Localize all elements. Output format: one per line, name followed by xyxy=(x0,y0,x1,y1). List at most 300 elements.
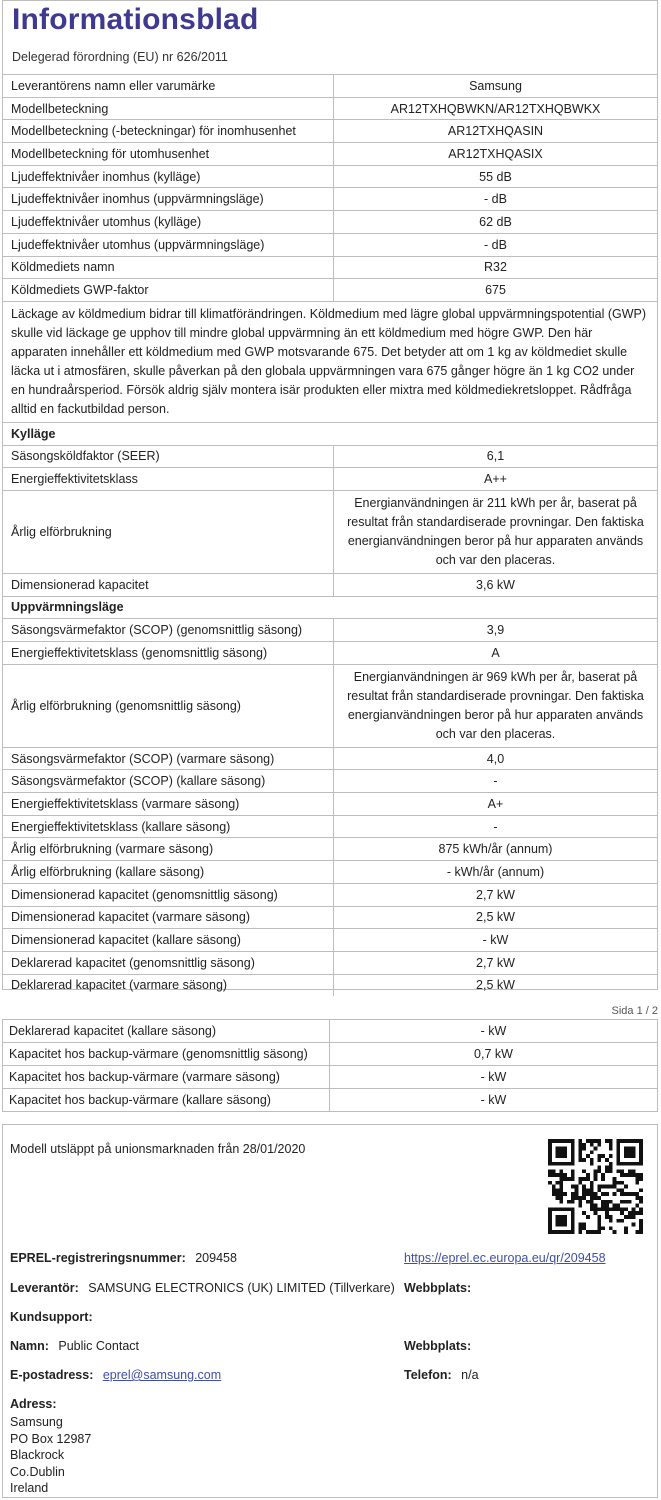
qr-module xyxy=(582,1185,586,1189)
qr-module xyxy=(590,1139,594,1143)
qr-module xyxy=(635,1196,639,1200)
qr-module xyxy=(620,1200,624,1204)
row-value: - kW xyxy=(330,1066,658,1089)
qr-module xyxy=(624,1173,628,1177)
supplier-label: Leverantör: xyxy=(10,1281,79,1295)
table-row xyxy=(3,815,657,838)
qr-module xyxy=(613,1192,617,1196)
row-value: - kW xyxy=(330,1089,658,1112)
qr-module xyxy=(563,1173,567,1177)
qr-module xyxy=(571,1169,575,1173)
qr-module xyxy=(635,1211,639,1215)
qr-module xyxy=(597,1223,601,1227)
refrigerant-note-text: Läckage av köldmedium bidrar till klimatförändringen. Köldmedium med lägre global uppvärmningspotential (GWP) skulle vid läckage ge upphov till mindre global uppvärmning än ett köldmedium med högre GWP. Den här apparaten innehåller ett köldmedium med GWP motsvarande 675. Det betyder att om 1 kg av köldmediet skulle läcka ut i atmosfären, skulle påverkan på den globala uppvärmningen vara 675 gånger högre än 1 kg CO2 under en hundraårsperiod. Försök aldrig själv montera isär produkten eller mixtra med köldmediekretsloppet. Rådfråga alltid en fackutbildad person. xyxy=(3,301,657,422)
support-label: Kundsupport: xyxy=(10,1310,93,1324)
qr-module xyxy=(609,1200,613,1204)
row-label: Kapacitet hos backup-värmare (genomsnittlig säsong) xyxy=(3,1043,330,1066)
table-row xyxy=(3,906,657,929)
row-label: Köldmediets GWP-faktor xyxy=(3,279,334,302)
qr-module xyxy=(582,1226,586,1230)
qr-module xyxy=(563,1177,567,1181)
row-label: Energieffektivitetsklass (kallare säsong) xyxy=(3,815,334,838)
qr-module xyxy=(609,1147,613,1151)
address-line: Blackrock xyxy=(10,1448,65,1462)
qr-module xyxy=(613,1185,617,1189)
qr-module xyxy=(586,1200,590,1204)
row-label: Modellbeteckning för utomhusenhet xyxy=(3,143,334,166)
qr-module xyxy=(582,1169,586,1173)
release-date-text: Modell utsläppt på unionsmarknaden från 28/01/2020 xyxy=(10,1142,306,1156)
row-label: Deklarerad kapacitet (varmare säsong) xyxy=(3,974,334,996)
qr-module xyxy=(594,1230,598,1234)
qr-module xyxy=(552,1169,556,1173)
qr-module xyxy=(616,1204,620,1208)
table-row xyxy=(3,1043,658,1066)
qr-module xyxy=(556,1188,560,1192)
qr-module xyxy=(590,1143,594,1147)
qr-module xyxy=(628,1215,632,1219)
row-label: Leverantörens namn eller varumärke xyxy=(3,75,334,98)
table-row xyxy=(3,1020,658,1043)
qr-module xyxy=(582,1177,586,1181)
qr-module xyxy=(632,1223,636,1227)
qr-module xyxy=(597,1139,601,1143)
qr-module xyxy=(590,1230,594,1234)
qr-module xyxy=(620,1188,624,1192)
qr-module xyxy=(571,1173,575,1177)
qr-module xyxy=(552,1173,556,1177)
row-value: - xyxy=(334,770,658,793)
section-heading-heating-text: Uppvärmningsläge xyxy=(3,596,657,619)
name-value: Public Contact xyxy=(58,1339,139,1353)
qr-module xyxy=(601,1204,605,1208)
qr-module xyxy=(582,1196,586,1200)
qr-module xyxy=(578,1200,582,1204)
row-label: Ljudeffektnivåer utomhus (uppvärmningsläge) xyxy=(3,233,334,256)
table-row xyxy=(3,468,657,491)
qr-module xyxy=(620,1181,624,1185)
table-row xyxy=(3,211,657,234)
row-value: - dB xyxy=(334,188,658,211)
qr-module xyxy=(613,1204,617,1208)
row-value: 2,5 kW xyxy=(334,906,658,929)
table-row xyxy=(3,75,657,98)
qr-module xyxy=(624,1230,628,1234)
row-value: Energianvändningen är 969 kWh per år, baserat på resultat från standardiserade provningar. Den faktiska energianvändningen beror på hur apparaten används och var den placeras. xyxy=(334,664,658,747)
qr-module xyxy=(620,1173,624,1177)
qr-module xyxy=(628,1192,632,1196)
qr-module xyxy=(559,1188,563,1192)
qr-module xyxy=(639,1200,643,1204)
qr-module xyxy=(590,1185,594,1189)
table-row xyxy=(3,770,657,793)
qr-module xyxy=(613,1177,617,1181)
row-label: Deklarerad kapacitet (kallare säsong) xyxy=(3,1020,330,1043)
qr-module xyxy=(609,1219,613,1223)
qr-module xyxy=(616,1169,620,1173)
qr-module xyxy=(601,1192,605,1196)
row-label: Säsongsvärmefaktor (SCOP) (kallare säsong) xyxy=(3,770,334,793)
address-block xyxy=(10,1414,91,1497)
name-label: Namn: xyxy=(10,1339,49,1353)
table-row xyxy=(3,573,657,596)
qr-module xyxy=(556,1215,567,1226)
qr-module xyxy=(609,1215,613,1219)
row-label: Ljudeffektnivåer utomhus (kylläge) xyxy=(3,211,334,234)
row-value: 0,7 kW xyxy=(330,1043,658,1066)
qr-module xyxy=(635,1181,639,1185)
qr-module xyxy=(571,1177,575,1181)
qr-module xyxy=(605,1207,609,1211)
qr-module xyxy=(635,1230,639,1234)
row-value: 2,5 kW xyxy=(334,974,658,996)
qr-module xyxy=(597,1169,601,1173)
row-label: Ljudeffektnivåer inomhus (kylläge) xyxy=(3,165,334,188)
qr-module xyxy=(609,1169,613,1173)
qr-module xyxy=(635,1173,639,1177)
spec-table xyxy=(3,74,657,996)
table-row xyxy=(3,188,657,211)
qr-module xyxy=(624,1147,635,1158)
section-heading-cooling xyxy=(3,422,657,445)
row-value: - xyxy=(334,815,658,838)
row-value: 2,7 kW xyxy=(334,883,658,906)
refrigerant-note xyxy=(3,301,657,422)
qr-module xyxy=(590,1158,594,1162)
table-row xyxy=(3,445,657,468)
qr-module xyxy=(597,1207,601,1211)
qr-module xyxy=(594,1147,598,1151)
row-value: 3,6 kW xyxy=(334,573,658,596)
eprel-label: EPREL-registreringsnummer: xyxy=(10,1251,186,1265)
row-value: - kWh/år (annum) xyxy=(334,861,658,884)
table-row xyxy=(3,97,657,120)
row-label: Modellbeteckning xyxy=(3,97,334,120)
row-label: Dimensionerad kapacitet (varmare säsong) xyxy=(3,906,334,929)
qr-module xyxy=(639,1188,643,1192)
qr-module xyxy=(609,1166,613,1170)
qr-module xyxy=(548,1169,552,1173)
row-value: A+ xyxy=(334,793,658,816)
qr-module xyxy=(597,1166,601,1170)
qr-module xyxy=(605,1215,609,1219)
row-label: Kapacitet hos backup-värmare (varmare säsong) xyxy=(3,1066,330,1089)
qr-module xyxy=(597,1215,601,1219)
qr-module xyxy=(605,1158,609,1162)
row-label: Årlig elförbrukning xyxy=(3,490,334,573)
email-link[interactable]: eprel@samsung.com xyxy=(102,1368,222,1382)
qr-module xyxy=(586,1215,590,1219)
qr-module xyxy=(624,1192,628,1196)
page-title: Informationsblad xyxy=(12,3,259,36)
qr-module xyxy=(605,1204,609,1208)
row-label: Dimensionerad kapacitet (genomsnittlig säsong) xyxy=(3,883,334,906)
qr-module xyxy=(597,1226,601,1230)
qr-module xyxy=(571,1200,575,1204)
table-row xyxy=(3,793,657,816)
qr-module xyxy=(578,1150,582,1154)
qr-module xyxy=(601,1207,605,1211)
qr-module xyxy=(620,1192,624,1196)
qr-module xyxy=(635,1192,639,1196)
qr-module xyxy=(597,1158,601,1162)
qr-module xyxy=(628,1173,632,1177)
qr-module xyxy=(578,1158,582,1162)
qr-module xyxy=(605,1192,609,1196)
row-value: AR12TXHQASIN xyxy=(334,120,658,143)
qr-module xyxy=(586,1177,590,1181)
qr-module xyxy=(567,1200,571,1204)
qr-module xyxy=(597,1196,601,1200)
row-value: 6,1 xyxy=(334,445,658,468)
qr-module xyxy=(552,1188,556,1192)
qr-module xyxy=(605,1169,609,1173)
table-row xyxy=(3,120,657,143)
qr-module xyxy=(586,1188,590,1192)
qr-module xyxy=(632,1211,636,1215)
qr-module xyxy=(594,1196,598,1200)
qr-module xyxy=(590,1162,594,1166)
qr-module xyxy=(582,1188,586,1192)
qr-module xyxy=(559,1196,563,1200)
qr-module xyxy=(559,1192,563,1196)
row-label: Energieffektivitetsklass (varmare säsong) xyxy=(3,793,334,816)
row-label: Säsongsvärmefaktor (SCOP) (genomsnittlig säsong) xyxy=(3,619,334,642)
table-row xyxy=(3,974,657,996)
qr-module xyxy=(590,1150,594,1154)
qr-module xyxy=(594,1204,598,1208)
qr-module xyxy=(552,1185,556,1189)
qr-module xyxy=(586,1173,590,1177)
qr-module xyxy=(567,1177,571,1181)
row-label: Kapacitet hos backup-värmare (kallare säsong) xyxy=(3,1089,330,1112)
qr-module xyxy=(616,1219,620,1223)
qr-module xyxy=(582,1192,586,1196)
qr-module xyxy=(597,1219,601,1223)
qr-module xyxy=(616,1181,620,1185)
row-label: Energieffektivitetsklass (genomsnittlig säsong) xyxy=(3,642,334,665)
qr-module xyxy=(575,1188,579,1192)
qr-module xyxy=(613,1230,617,1234)
supplier-value: SAMSUNG ELECTRONICS (UK) LIMITED (Tillverkare) xyxy=(88,1281,395,1295)
qr-module xyxy=(601,1226,605,1230)
qr-module xyxy=(556,1192,560,1196)
qr-module xyxy=(594,1169,598,1173)
qr-module xyxy=(601,1154,605,1158)
qr-module xyxy=(639,1226,643,1230)
table-row xyxy=(3,490,657,573)
table-row xyxy=(3,642,657,665)
row-label: Säsongsköldfaktor (SEER) xyxy=(3,445,334,468)
qr-module xyxy=(590,1192,594,1196)
row-value: 55 dB xyxy=(334,165,658,188)
row-label: Dimensionerad kapacitet (kallare säsong) xyxy=(3,929,334,952)
qr-module xyxy=(590,1188,594,1192)
qr-module xyxy=(548,1181,552,1185)
address-label: Adress: xyxy=(10,1397,57,1411)
datasheet-page-1 xyxy=(2,0,658,993)
qr-module xyxy=(594,1192,598,1196)
qr-module xyxy=(639,1196,643,1200)
qr-module xyxy=(582,1143,586,1147)
row-value: - kW xyxy=(334,929,658,952)
email-label: E-postadress: xyxy=(10,1368,94,1382)
table-row xyxy=(3,664,657,747)
qr-module xyxy=(624,1207,628,1211)
qr-module xyxy=(559,1181,563,1185)
qr-module xyxy=(563,1192,567,1196)
row-value: - dB xyxy=(334,233,658,256)
qr-module xyxy=(624,1226,628,1230)
qr-module xyxy=(597,1188,601,1192)
qr-module xyxy=(548,1173,552,1177)
qr-module xyxy=(609,1139,613,1143)
contact-info-box xyxy=(2,1124,658,1498)
qr-module xyxy=(590,1204,594,1208)
row-label: Årlig elförbrukning (kallare säsong) xyxy=(3,861,334,884)
qr-module xyxy=(605,1139,609,1143)
address-line: Co.Dublin xyxy=(10,1464,65,1479)
qr-module xyxy=(613,1181,617,1185)
phone-label: Telefon: xyxy=(404,1368,452,1382)
qr-module xyxy=(609,1143,613,1147)
qr-module xyxy=(601,1185,605,1189)
qr-module xyxy=(635,1204,639,1208)
qr-module xyxy=(594,1139,598,1143)
qr-module xyxy=(639,1211,643,1215)
row-value: 875 kWh/år (annum) xyxy=(334,838,658,861)
table-row xyxy=(3,256,657,279)
table-row xyxy=(3,233,657,256)
phone-value: n/a xyxy=(461,1368,479,1382)
qr-module xyxy=(597,1230,601,1234)
qr-module xyxy=(559,1185,563,1189)
page-number: Sida 1 / 2 xyxy=(611,1005,658,1017)
qr-module xyxy=(632,1207,636,1211)
phone-row xyxy=(404,1368,479,1382)
qr-module xyxy=(624,1185,628,1189)
row-label: Köldmediets namn xyxy=(3,256,334,279)
spec-table-page-2 xyxy=(2,1019,658,1112)
qr-module xyxy=(624,1200,628,1204)
website-label-2: Webbplats: xyxy=(404,1339,472,1353)
qr-module xyxy=(578,1147,582,1151)
qr-module xyxy=(559,1169,563,1173)
table-row xyxy=(3,143,657,166)
qr-module xyxy=(575,1196,579,1200)
qr-module xyxy=(620,1207,624,1211)
qr-module xyxy=(594,1173,598,1177)
qr-module xyxy=(590,1200,594,1204)
row-label: Modellbeteckning (-beteckningar) för inomhusenhet xyxy=(3,120,334,143)
qr-module xyxy=(556,1181,560,1185)
qr-module xyxy=(582,1158,586,1162)
table-row xyxy=(3,1089,658,1112)
regulation-subtitle: Delegerad förordning (EU) nr 626/2011 xyxy=(12,50,228,64)
qr-code[interactable] xyxy=(548,1139,643,1234)
qr-module xyxy=(586,1139,590,1143)
eprel-link[interactable]: https://eprel.ec.europa.eu/qr/209458 xyxy=(404,1251,606,1265)
qr-module xyxy=(556,1173,560,1177)
table-row xyxy=(3,951,657,974)
qr-module xyxy=(578,1196,582,1200)
table-row xyxy=(3,838,657,861)
qr-module xyxy=(582,1223,586,1227)
table-row xyxy=(3,929,657,952)
row-value: - kW xyxy=(330,1020,658,1043)
qr-module xyxy=(601,1177,605,1181)
qr-module xyxy=(624,1215,628,1219)
table-row xyxy=(3,279,657,302)
qr-module xyxy=(632,1173,636,1177)
qr-module xyxy=(620,1219,624,1223)
qr-module xyxy=(635,1177,639,1181)
website-label-1: Webbplats: xyxy=(404,1281,472,1295)
qr-module xyxy=(597,1143,601,1147)
table-row xyxy=(3,883,657,906)
qr-module xyxy=(601,1173,605,1177)
qr-module xyxy=(628,1169,632,1173)
row-value: AR12TXHQASIX xyxy=(334,143,658,166)
qr-module xyxy=(639,1223,643,1227)
qr-module xyxy=(594,1177,598,1181)
row-label: Dimensionerad kapacitet xyxy=(3,573,334,596)
qr-module xyxy=(586,1192,590,1196)
qr-module xyxy=(639,1177,643,1181)
email-row xyxy=(10,1368,221,1382)
address-line: PO Box 12987 xyxy=(10,1431,92,1446)
qr-module xyxy=(552,1192,556,1196)
row-label: Deklarerad kapacitet (genomsnittlig säsong) xyxy=(3,951,334,974)
section-heading-heating xyxy=(3,596,657,619)
name-row xyxy=(10,1339,139,1353)
address-line: Samsung xyxy=(10,1415,63,1429)
qr-module xyxy=(597,1185,601,1189)
qr-module xyxy=(632,1192,636,1196)
table-row xyxy=(3,861,657,884)
qr-module xyxy=(590,1181,594,1185)
qr-module xyxy=(639,1207,643,1211)
qr-module xyxy=(632,1169,636,1173)
qr-module xyxy=(609,1185,613,1189)
qr-module xyxy=(590,1207,594,1211)
qr-module xyxy=(639,1219,643,1223)
row-value: 62 dB xyxy=(334,211,658,234)
qr-module xyxy=(582,1211,586,1215)
row-value: R32 xyxy=(334,256,658,279)
qr-module xyxy=(594,1207,598,1211)
row-value: 2,7 kW xyxy=(334,951,658,974)
qr-module xyxy=(609,1226,613,1230)
qr-module xyxy=(578,1154,582,1158)
qr-module xyxy=(559,1177,563,1181)
row-value: 675 xyxy=(334,279,658,302)
table-row xyxy=(3,619,657,642)
row-value: A xyxy=(334,642,658,665)
row-value: A++ xyxy=(334,468,658,491)
address-line: Ireland xyxy=(10,1481,49,1495)
qr-module xyxy=(556,1147,567,1158)
row-value: Energianvändningen är 211 kWh per år, baserat på resultat från standardiserade provningar. Den faktiska energianvändningen beror på hur apparaten används och var den placeras. xyxy=(334,490,658,573)
qr-module xyxy=(609,1154,613,1158)
qr-module xyxy=(605,1185,609,1189)
qr-module xyxy=(628,1211,632,1215)
qr-module xyxy=(578,1223,582,1227)
qr-module xyxy=(571,1185,575,1189)
qr-module xyxy=(609,1207,613,1211)
qr-module xyxy=(613,1207,617,1211)
qr-module xyxy=(605,1166,609,1170)
